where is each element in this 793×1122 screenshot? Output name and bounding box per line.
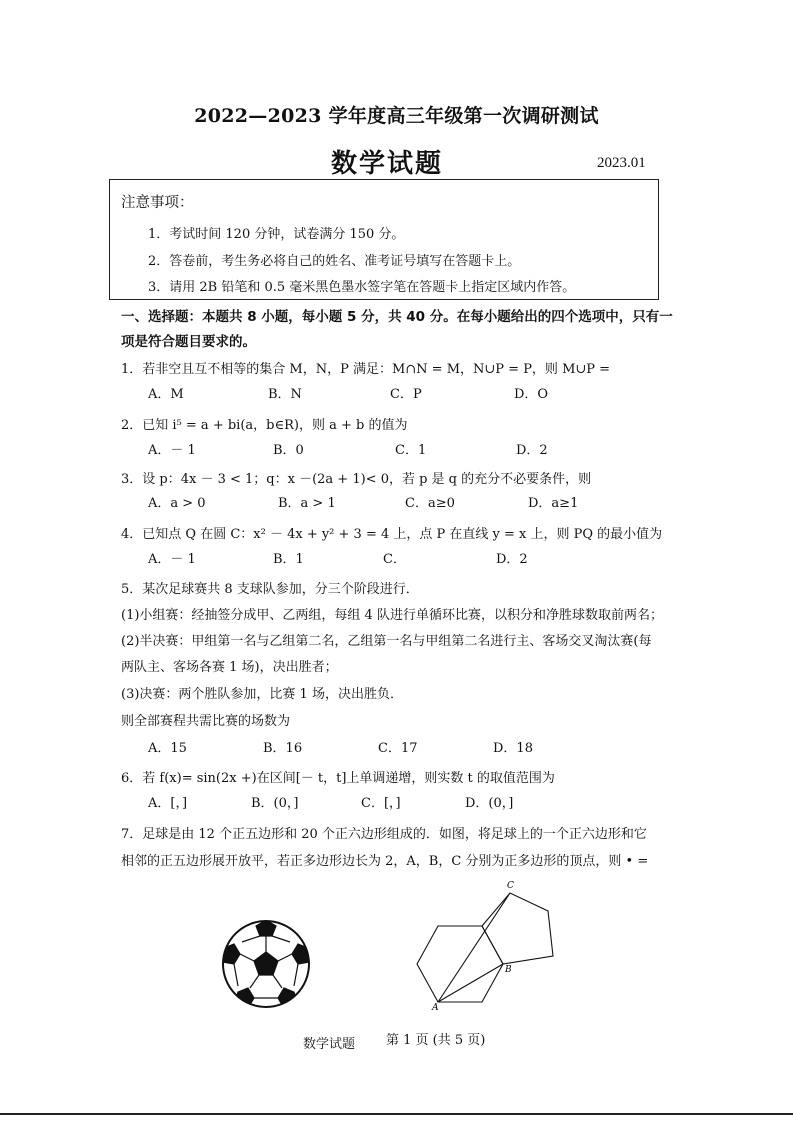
notice-title: 注意事项： — [121, 195, 194, 211]
soccer-ball-image — [220, 918, 312, 1010]
q3-option-b: B．a > 1 — [278, 496, 336, 511]
q3-option-a: A．a > 0 — [148, 496, 206, 511]
q5-line: 两队主、客场各赛 1 场)，决出胜者； — [121, 660, 338, 675]
question-3-stem: 3．设 p：4x － 3 < 1；q：x －(2a + 1)< 0，若 p 是 q 的充分不必要条件，则 — [121, 472, 592, 487]
q1-option-b: B．N — [268, 387, 302, 402]
q1-option-c: C．P — [390, 387, 422, 402]
exam-date: 2023.01 — [597, 155, 646, 171]
q1-option-a: A．M — [148, 387, 184, 402]
q4-option-c: C． — [383, 552, 406, 567]
q6-option-c: C．[，] — [361, 796, 401, 811]
pentagon-shape — [482, 893, 553, 964]
subject-title: 数学试题 — [331, 149, 444, 179]
hexagon-shape — [417, 926, 503, 1002]
q5-line: (1)小组赛：经抽签分成甲、乙两组，每组 4 队进行单循环比赛，以积分和净胜球数取前两名； — [121, 608, 663, 623]
question-1-stem: 1．若非空且互不相等的集合 M，N，P 满足：M∩N = M，N∪P = P，则 M∪P = — [121, 362, 611, 377]
q2-option-b: B．0 — [273, 443, 304, 458]
footer-subject: 数学试题 — [303, 1037, 356, 1052]
notice-item: 1．考试时间 120 分钟，试卷满分 150 分。 — [148, 227, 405, 242]
q2-option-d: D．2 — [516, 443, 548, 458]
q5-line: (3)决赛：两个胜队参加，比赛 1 场，决出胜负． — [121, 687, 403, 702]
q4-option-d: D．2 — [496, 552, 528, 567]
q1-option-d: D．O — [514, 387, 549, 402]
label-c: C — [507, 881, 514, 891]
question-7-line1: 7．足球是由 12 个正五边形和 20 个正六边形组成的．如图，将足球上的一个正六边形和它 — [121, 827, 647, 842]
q3-option-d: D．a≥1 — [528, 496, 579, 511]
q6-option-d: D．(0，] — [465, 796, 514, 811]
q2-option-a: A．－ 1 — [148, 443, 196, 458]
question-5-stem: 5．某次足球赛共 8 支球队参加，分三个阶段进行． — [121, 582, 419, 597]
q5-option-a: A．15 — [148, 741, 187, 756]
question-7-line2: 相邻的正五边形展开放平，若正多边形边长为 2，A，B，C 分别为正多边形的顶点，则 • = — [121, 854, 649, 869]
exam-title: 2022—2023 学年度高三年级第一次调研测试 — [194, 105, 599, 127]
q5-option-c: C．17 — [378, 741, 418, 756]
section-heading-cont: 项是符合题目要求的。 — [121, 334, 256, 350]
q5-line: (2)半决赛：甲组第一名与乙组第二名，乙组第一名与甲组第二名进行主、客场交叉淘汰赛(每 — [121, 634, 652, 649]
segment-ac — [438, 893, 510, 1002]
q6-option-a: A．[，] — [148, 796, 188, 811]
label-b: B — [505, 965, 512, 975]
q5-option-b: B．16 — [263, 741, 303, 756]
question-4-stem: 4．已知点 Q 在圆 C：x² － 4x + y² + 3 = 4 上，点 P 在直线 y = x 上，则 PQ 的最小值为 — [121, 527, 663, 542]
label-a: A — [432, 1003, 439, 1012]
geometry-figure — [410, 876, 570, 1012]
q6-option-b: B．(0，] — [251, 796, 299, 811]
question-2-stem: 2．已知 i⁵ = a + bi(a，b∈R)，则 a + b 的值为 — [121, 418, 408, 433]
q4-option-a: A．－ 1 — [148, 552, 196, 567]
q4-option-b: B．1 — [273, 552, 304, 567]
q2-option-c: C．1 — [395, 443, 427, 458]
notice-item: 2．答卷前，考生务必将自己的姓名、准考证号填写在答题卡上。 — [148, 254, 521, 269]
q5-option-d: D．18 — [493, 741, 533, 756]
question-6-stem: 6．若 f(x)= sin(2x +)在区间[－ t，t]上单调递增，则实数 t 的取值范围为 — [121, 771, 555, 786]
q5-line: 则全部赛程共需比赛的场数为 — [121, 714, 291, 729]
section-heading: 一、选择题：本题共 8 小题，每小题 5 分，共 40 分。在每小题给出的四个选项中，只有一 — [121, 309, 673, 325]
notice-item: 3．请用 2B 铅笔和 0.5 毫米黑色墨水签字笔在答题卡上指定区域内作答。 — [148, 280, 576, 295]
bottom-rule — [0, 1113, 793, 1115]
footer-page-number: 第 1 页 (共 5 页) — [386, 1033, 486, 1048]
q3-option-c: C．a≥0 — [405, 496, 455, 511]
segment-ab — [438, 964, 503, 1002]
